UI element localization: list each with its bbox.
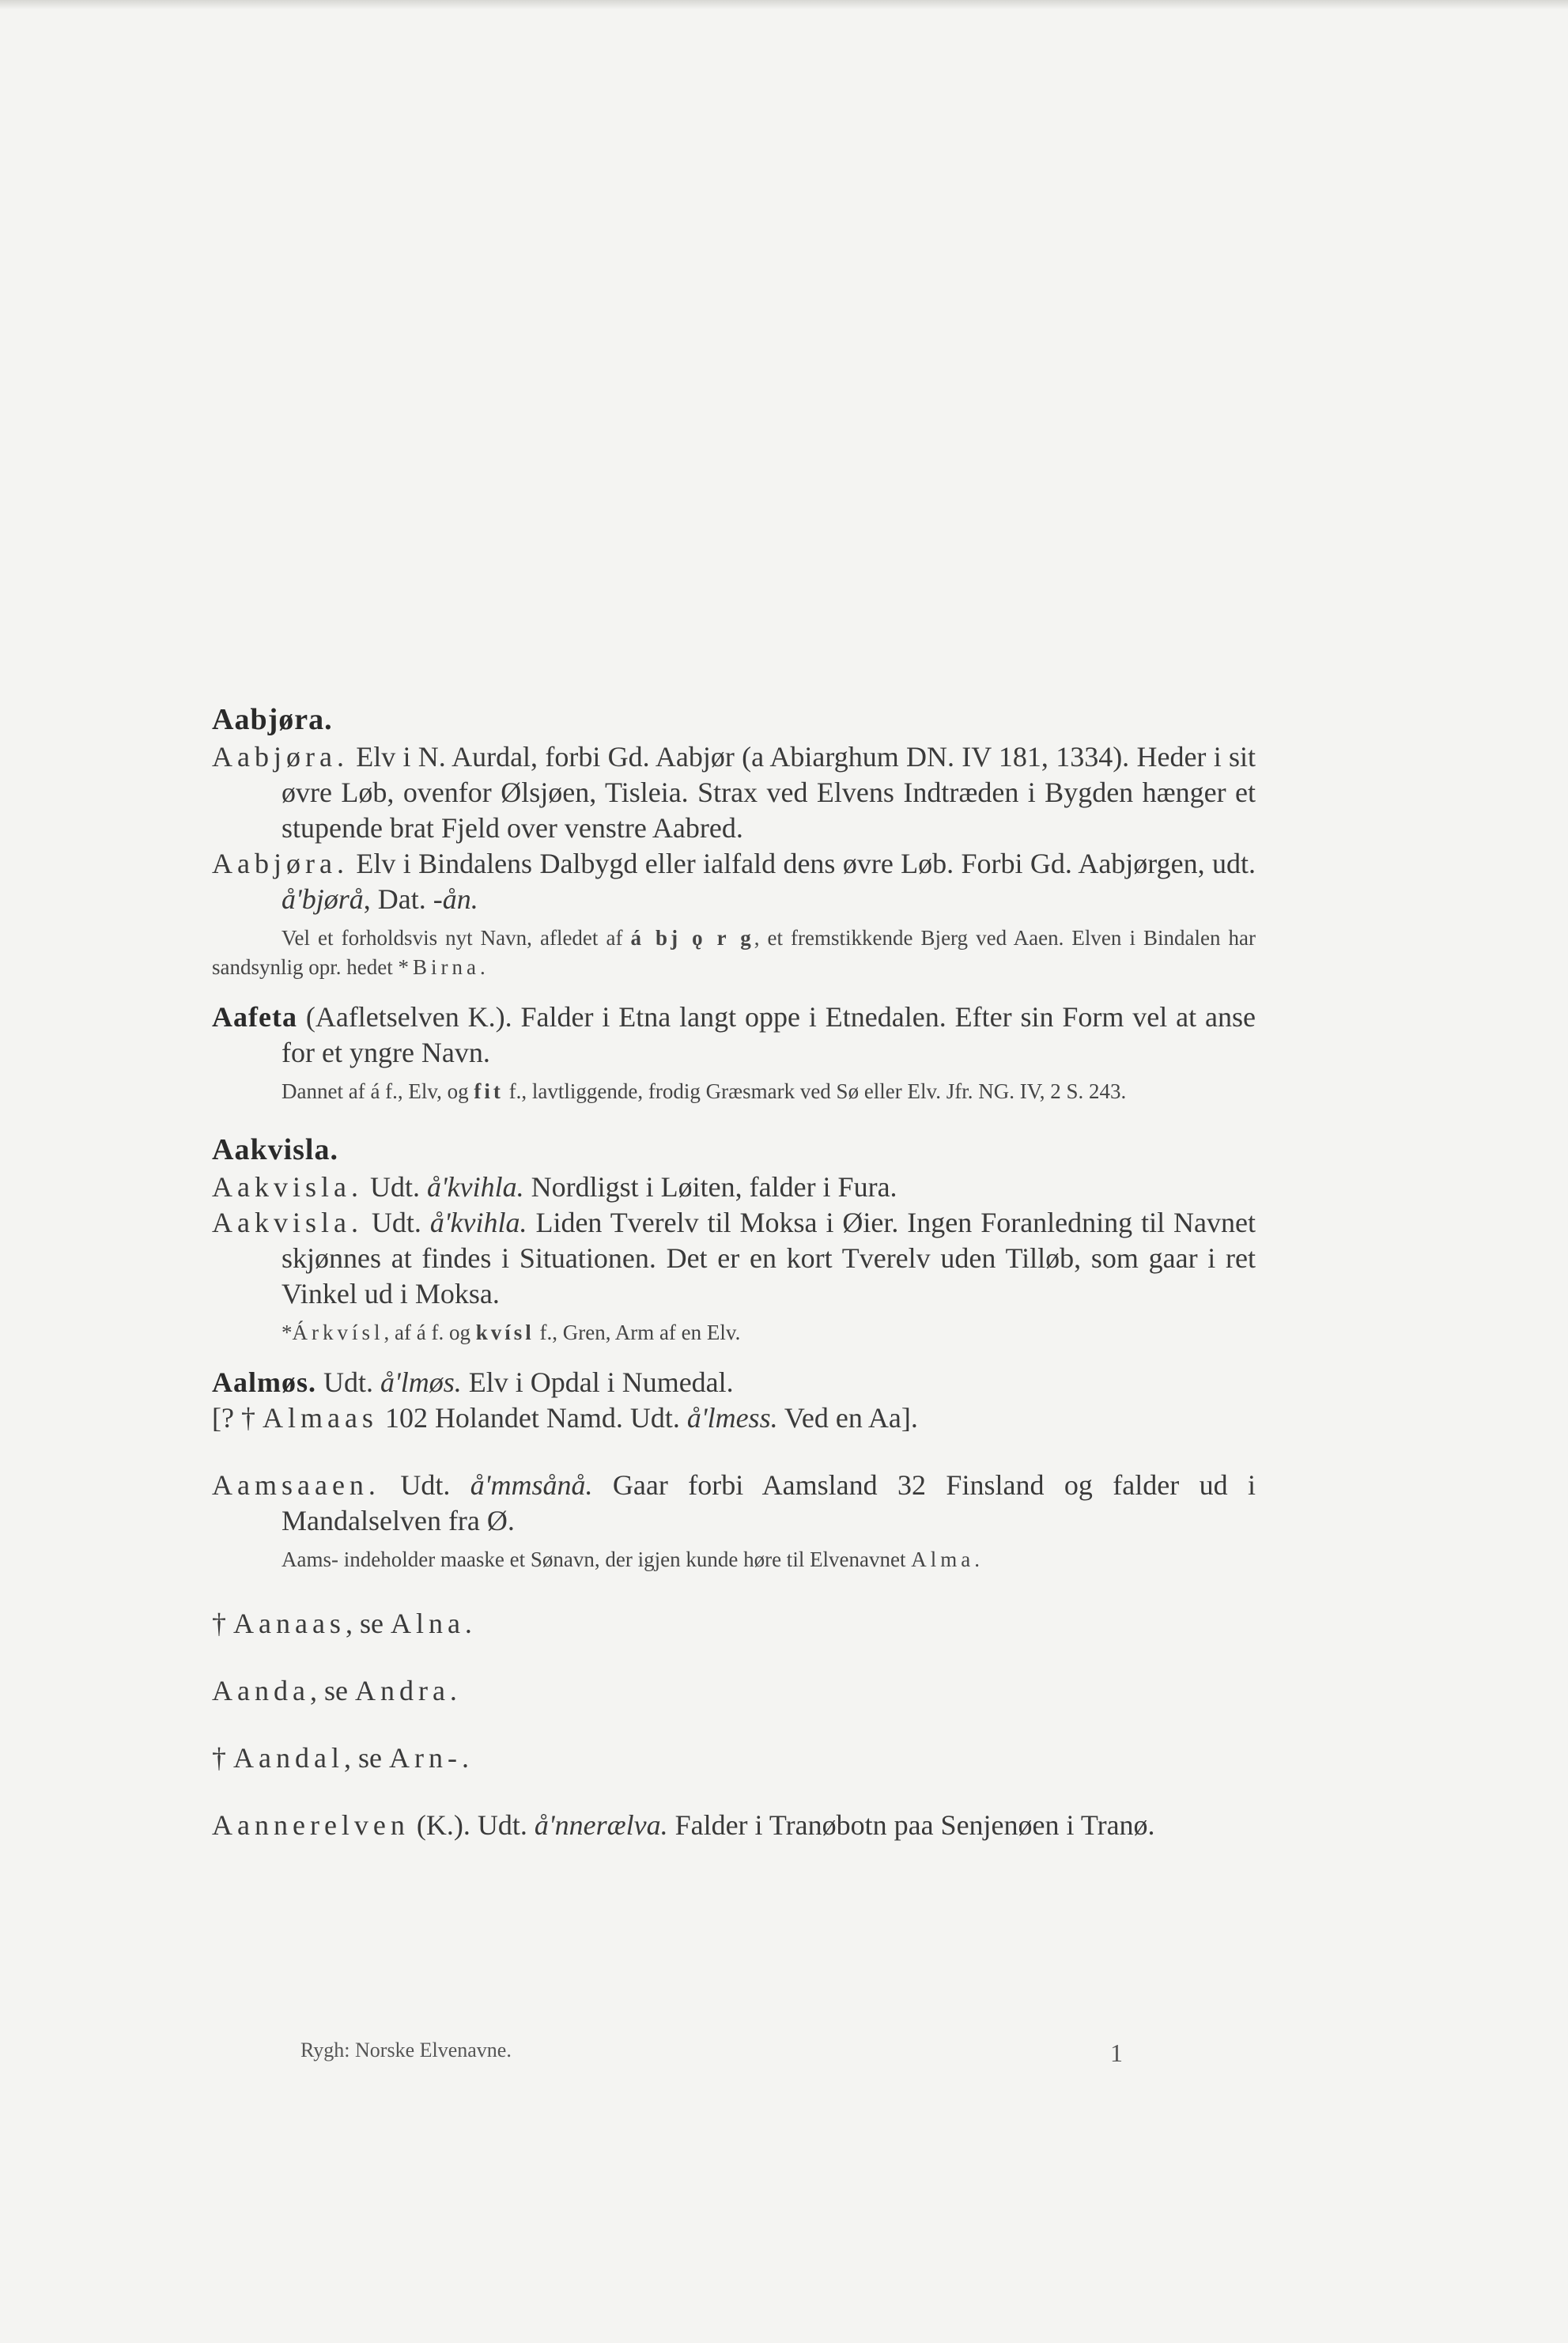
entry-name: Aamsaaen. <box>212 1469 380 1501</box>
entry-name: Aanaas <box>233 1608 346 1639</box>
entry-text: 102 Holandet Namd. Udt. <box>377 1402 687 1434</box>
entry-text: (Aafletselven K.). Falder i Etna langt oppe i Etnedalen. Efter sin Form vel at anse for et yngre Navn. <box>281 1001 1256 1068</box>
entry-name: Aalmøs. <box>212 1366 316 1398</box>
entry-text: Liden Tverelv til Moksa i Øier. Ingen Foranledning til Navnet skjønnes at findes i Situationen. Det er en kort Tverelv uden Tilløb, som gaar i ret Vinkel ud i Moksa. <box>281 1207 1256 1309</box>
entry-name: Aandal <box>233 1742 344 1774</box>
note-text: Dannet af á f., Elv, og <box>281 1079 474 1103</box>
note-word: kvísl <box>475 1321 535 1344</box>
entry-text: Elv i Opdal i Numedal. <box>461 1366 734 1398</box>
pronunciation: å'kvihla. <box>429 1207 527 1238</box>
entry-name: Aakvisla. <box>212 1171 363 1203</box>
note-word: *Birna. <box>398 955 489 979</box>
note-word: fit <box>474 1079 504 1103</box>
entry-aakvisla-2 <box>212 1205 1256 1312</box>
entry-text: , Dat. <box>363 883 433 915</box>
spacer <box>212 1776 1256 1808</box>
etymology-note-aamsaaen <box>212 1545 1256 1574</box>
entry-text: Udt. <box>362 1207 430 1238</box>
note-text: , et fremstikkende Bjerg ved Aaen. Elven i Bindalen har sandsynlig opr. hedet <box>212 926 1256 979</box>
note-text: Vel et forholdsvis nyt Navn, afledet af <box>281 926 631 950</box>
spacer <box>212 1642 1256 1673</box>
note-word: á bj ǫ r g <box>630 926 754 950</box>
spacer <box>212 1436 1256 1468</box>
pronunciation: å'mmsånå. <box>470 1469 593 1501</box>
etymology-note-aakvisla <box>212 1318 1256 1347</box>
note-word: Alma. <box>911 1548 984 1571</box>
entry-almaas <box>212 1400 1256 1436</box>
crossref-aanda <box>212 1673 1256 1709</box>
xref-text: , se <box>309 1675 355 1706</box>
xref-text: , se <box>343 1742 389 1774</box>
headword-aabjora: Aabjøra. <box>212 703 333 736</box>
entry-aalmos <box>212 1365 1256 1400</box>
entry-name: Aafeta <box>212 1001 297 1033</box>
xref-target: Andra. <box>354 1675 462 1706</box>
xref-target: Arn-. <box>388 1742 474 1774</box>
etymology-note-aafeta <box>212 1077 1256 1106</box>
footer-signature: Rygh: Norske Elvenavne. <box>300 2039 512 2061</box>
pronunciation: å'bjørå <box>281 883 364 915</box>
note-word: Árkvísl <box>292 1321 384 1344</box>
pronunciation: å'lmøs. <box>380 1366 462 1398</box>
entry-text: (K.). Udt. <box>409 1809 535 1841</box>
note-text: f., lavtliggende, frodig Græsmark ved Sø eller Elv. Jfr. NG. IV, 2 S. 243. <box>503 1079 1127 1103</box>
note-text: * <box>281 1321 293 1344</box>
dative-form: -ån. <box>433 883 478 915</box>
xref-text: , se <box>345 1608 391 1639</box>
entry-text: Ved en Aa]. <box>777 1402 918 1434</box>
xref-target: Alna. <box>390 1608 477 1639</box>
page-number: 1 <box>1110 2039 1123 2067</box>
page-footer <box>300 2039 1123 2068</box>
entry-aafeta <box>212 1000 1256 1071</box>
dagger: † <box>212 1608 233 1639</box>
note-text: f., Gren, Arm af en Elv. <box>534 1321 741 1344</box>
entry-text: Falder i Tranøbotn paa Senjenøen i Tranø. <box>667 1809 1155 1841</box>
entry-aannerelven <box>212 1808 1256 1843</box>
spacer <box>212 1574 1256 1606</box>
entry-text: [? † <box>212 1402 263 1434</box>
dictionary-body <box>212 700 1256 1843</box>
entry-aabjora-2 <box>212 846 1256 917</box>
entry-text: Elv i Bindalens Dalbygd eller ialfald dens øvre Løb. Forbi Gd. Aabjørgen, udt. <box>348 848 1256 879</box>
note-text: Aams- indeholder maaske et Sønavn, der igjen kunde høre til Elvenavnet <box>281 1548 912 1571</box>
note-text: , af á f. og <box>383 1321 476 1344</box>
entry-text: Udt. <box>362 1171 427 1203</box>
crossref-aandal <box>212 1740 1256 1776</box>
pronunciation: å'kvihla. <box>426 1171 524 1203</box>
etymology-note-aabjora <box>212 924 1256 982</box>
pronunciation: å'nnerælva. <box>534 1809 668 1841</box>
crossref-aanaas <box>212 1606 1256 1642</box>
pronunciation: å'lmess. <box>686 1402 778 1434</box>
entry-text: Gaar forbi Aamsland 32 Finsland og falder ud i Mandalselven fra Ø. <box>281 1469 1256 1536</box>
entry-text: Nordligst i Løiten, falder i Fura. <box>523 1171 897 1203</box>
spacer <box>212 982 1256 1000</box>
entry-name: Aabjøra. <box>212 741 349 773</box>
entry-name: Aakvisla. <box>212 1207 363 1238</box>
entry-text: Udt. <box>380 1469 470 1501</box>
spacer <box>212 1709 1256 1740</box>
entry-aakvisla-1 <box>212 1170 1256 1205</box>
page-top-edge <box>0 0 1568 9</box>
entry-aamsaaen <box>212 1468 1256 1539</box>
dagger: † <box>212 1742 233 1774</box>
entry-name: Aanda <box>212 1675 310 1706</box>
entry-name: Aannerelven <box>212 1809 410 1841</box>
spacer <box>212 1347 1256 1365</box>
entry-name: Almaas <box>262 1402 378 1434</box>
entry-aabjora-1 <box>212 739 1256 846</box>
entry-text: Elv i N. Aurdal, forbi Gd. Aabjør (a Abiarghum DN. IV 181, 1334). Heder i sit øvre Løb, ovenfor Ølsjøen, Tisleia. Strax ved Elvens Indtræden i Bygden hænger et stupende brat Fjeld over venstre Aabred. <box>281 741 1256 844</box>
entry-text: Udt. <box>316 1366 380 1398</box>
headword-aakvisla: Aakvisla. <box>212 1133 338 1166</box>
entry-name: Aabjøra. <box>212 848 349 879</box>
